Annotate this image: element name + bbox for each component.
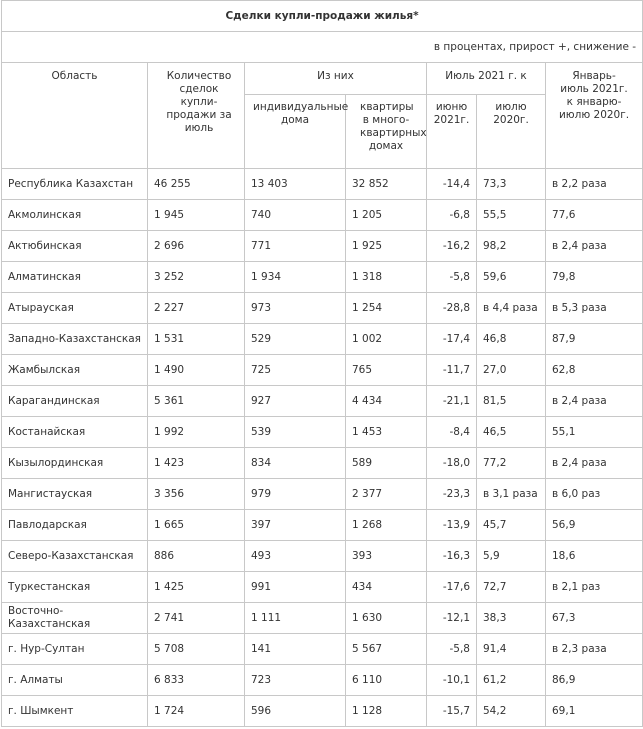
cell-june: -13,9 <box>427 510 477 541</box>
units-note: в процентах, прирост +, снижение - <box>2 32 643 63</box>
cell-region: г. Шымкент <box>2 696 148 727</box>
table-row <box>2 417 643 448</box>
cell-region: Кызылординская <box>2 448 148 479</box>
cell-count: 3 252 <box>148 262 245 293</box>
cell-region: Карагандинская <box>2 386 148 417</box>
cell-july: 55,5 <box>477 200 546 231</box>
header-june-2021: июню 2021г. <box>427 95 477 169</box>
cell-apartments: 1 925 <box>346 231 427 262</box>
table-row <box>2 293 643 324</box>
cell-region: Актюбинская <box>2 231 148 262</box>
cell-count: 3 356 <box>148 479 245 510</box>
cell-individual: 927 <box>245 386 346 417</box>
cell-apartments: 1 002 <box>346 324 427 355</box>
cell-june: -12,1 <box>427 603 477 634</box>
table-row <box>2 448 643 479</box>
table-title: Сделки купли-продажи жилья* <box>2 1 643 32</box>
cell-june: -17,6 <box>427 572 477 603</box>
cell-janjul: в 2,4 раза <box>546 386 643 417</box>
cell-janjul: в 2,1 раз <box>546 572 643 603</box>
table-row <box>2 231 643 262</box>
cell-janjul: 69,1 <box>546 696 643 727</box>
cell-july: 59,6 <box>477 262 546 293</box>
cell-apartments: 2 377 <box>346 479 427 510</box>
cell-janjul: 79,8 <box>546 262 643 293</box>
cell-july: 61,2 <box>477 665 546 696</box>
cell-janjul: в 2,3 раза <box>546 634 643 665</box>
table-row <box>2 324 643 355</box>
cell-july: в 4,4 раза <box>477 293 546 324</box>
cell-count: 2 741 <box>148 603 245 634</box>
cell-june: -11,7 <box>427 355 477 386</box>
cell-june: -10,1 <box>427 665 477 696</box>
cell-apartments: 4 434 <box>346 386 427 417</box>
cell-june: -16,3 <box>427 541 477 572</box>
cell-region: г. Нур-Султан <box>2 634 148 665</box>
cell-janjul: 77,6 <box>546 200 643 231</box>
header-july-2020: июлю 2020г. <box>477 95 546 169</box>
cell-count: 6 833 <box>148 665 245 696</box>
cell-janjul: 18,6 <box>546 541 643 572</box>
cell-july: 98,2 <box>477 231 546 262</box>
cell-apartments: 6 110 <box>346 665 427 696</box>
cell-count: 1 992 <box>148 417 245 448</box>
header-count: Количество сделок купли-продажи за июль <box>148 63 245 169</box>
cell-janjul: в 5,3 раза <box>546 293 643 324</box>
table-row <box>2 603 643 634</box>
cell-apartments: 393 <box>346 541 427 572</box>
cell-july: 73,3 <box>477 169 546 200</box>
cell-june: -8,4 <box>427 417 477 448</box>
cell-region: Жамбылская <box>2 355 148 386</box>
cell-count: 46 255 <box>148 169 245 200</box>
table-row <box>2 262 643 293</box>
cell-individual: 979 <box>245 479 346 510</box>
table-row <box>2 634 643 665</box>
cell-count: 1 423 <box>148 448 245 479</box>
cell-region: Костанайская <box>2 417 148 448</box>
cell-apartments: 5 567 <box>346 634 427 665</box>
cell-apartments: 589 <box>346 448 427 479</box>
cell-individual: 973 <box>245 293 346 324</box>
cell-region: Туркестанская <box>2 572 148 603</box>
cell-janjul: 86,9 <box>546 665 643 696</box>
cell-janjul: 56,9 <box>546 510 643 541</box>
cell-individual: 1 111 <box>245 603 346 634</box>
cell-july: 46,5 <box>477 417 546 448</box>
cell-july: 54,2 <box>477 696 546 727</box>
cell-janjul: 55,1 <box>546 417 643 448</box>
cell-july: 45,7 <box>477 510 546 541</box>
cell-june: -5,8 <box>427 634 477 665</box>
cell-june: -23,3 <box>427 479 477 510</box>
cell-individual: 539 <box>245 417 346 448</box>
cell-count: 1 531 <box>148 324 245 355</box>
table-row <box>2 572 643 603</box>
cell-individual: 740 <box>245 200 346 231</box>
cell-july: 77,2 <box>477 448 546 479</box>
cell-july: 91,4 <box>477 634 546 665</box>
cell-july: 27,0 <box>477 355 546 386</box>
cell-july: 81,5 <box>477 386 546 417</box>
cell-janjul: в 2,2 раза <box>546 169 643 200</box>
cell-region: Западно-Казахстанская <box>2 324 148 355</box>
cell-count: 1 945 <box>148 200 245 231</box>
cell-janjul: в 2,4 раза <box>546 448 643 479</box>
cell-region: Акмолинская <box>2 200 148 231</box>
cell-apartments: 434 <box>346 572 427 603</box>
cell-region: Алматинская <box>2 262 148 293</box>
cell-janjul: в 6,0 раз <box>546 479 643 510</box>
cell-july: 72,7 <box>477 572 546 603</box>
cell-july: в 3,1 раза <box>477 479 546 510</box>
cell-individual: 13 403 <box>245 169 346 200</box>
cell-count: 2 227 <box>148 293 245 324</box>
cell-july: 38,3 <box>477 603 546 634</box>
cell-june: -28,8 <box>427 293 477 324</box>
cell-region: Северо-Казахстанская <box>2 541 148 572</box>
cell-count: 1 425 <box>148 572 245 603</box>
cell-apartments: 1 453 <box>346 417 427 448</box>
cell-count: 5 708 <box>148 634 245 665</box>
table-row <box>2 386 643 417</box>
housing-sales-table <box>1 0 643 727</box>
cell-region: Восточно-Казахстанская <box>2 603 148 634</box>
cell-june: -5,8 <box>427 262 477 293</box>
header-of-which: Из них <box>245 63 427 95</box>
cell-region: Атырауская <box>2 293 148 324</box>
cell-region: г. Алматы <box>2 665 148 696</box>
header-region: Область <box>2 63 148 169</box>
header-individual: индивидуальные дома <box>245 95 346 169</box>
table-row <box>2 665 643 696</box>
cell-count: 1 724 <box>148 696 245 727</box>
cell-june: -14,4 <box>427 169 477 200</box>
table-row <box>2 200 643 231</box>
table-row <box>2 355 643 386</box>
table-row <box>2 169 643 200</box>
cell-individual: 725 <box>245 355 346 386</box>
table-row <box>2 541 643 572</box>
cell-apartments: 1 268 <box>346 510 427 541</box>
cell-june: -6,8 <box>427 200 477 231</box>
cell-individual: 493 <box>245 541 346 572</box>
header-janjul: Январь- июль 2021г. к январю-июлю 2020г. <box>546 63 643 169</box>
cell-june: -15,7 <box>427 696 477 727</box>
cell-janjul: 87,9 <box>546 324 643 355</box>
cell-apartments: 765 <box>346 355 427 386</box>
cell-count: 1 665 <box>148 510 245 541</box>
cell-june: -17,4 <box>427 324 477 355</box>
cell-individual: 991 <box>245 572 346 603</box>
cell-july: 46,8 <box>477 324 546 355</box>
cell-region: Павлодарская <box>2 510 148 541</box>
cell-individual: 834 <box>245 448 346 479</box>
cell-count: 5 361 <box>148 386 245 417</box>
cell-region: Мангистауская <box>2 479 148 510</box>
cell-region: Республика Казахстан <box>2 169 148 200</box>
cell-individual: 596 <box>245 696 346 727</box>
cell-janjul: 62,8 <box>546 355 643 386</box>
cell-individual: 141 <box>245 634 346 665</box>
cell-individual: 529 <box>245 324 346 355</box>
cell-individual: 723 <box>245 665 346 696</box>
cell-janjul: 67,3 <box>546 603 643 634</box>
cell-count: 2 696 <box>148 231 245 262</box>
cell-apartments: 1 318 <box>346 262 427 293</box>
cell-apartments: 32 852 <box>346 169 427 200</box>
cell-june: -16,2 <box>427 231 477 262</box>
cell-count: 1 490 <box>148 355 245 386</box>
table-row <box>2 696 643 727</box>
cell-apartments: 1 128 <box>346 696 427 727</box>
cell-count: 886 <box>148 541 245 572</box>
cell-janjul: в 2,4 раза <box>546 231 643 262</box>
header-july-group: Июль 2021 г. к <box>427 63 546 95</box>
table-row <box>2 510 643 541</box>
cell-apartments: 1 205 <box>346 200 427 231</box>
table-row <box>2 479 643 510</box>
cell-apartments: 1 254 <box>346 293 427 324</box>
cell-july: 5,9 <box>477 541 546 572</box>
cell-apartments: 1 630 <box>346 603 427 634</box>
cell-individual: 397 <box>245 510 346 541</box>
cell-june: -21,1 <box>427 386 477 417</box>
header-apartments: квартиры в много-квартирных домах <box>346 95 427 169</box>
cell-june: -18,0 <box>427 448 477 479</box>
cell-individual: 1 934 <box>245 262 346 293</box>
cell-individual: 771 <box>245 231 346 262</box>
